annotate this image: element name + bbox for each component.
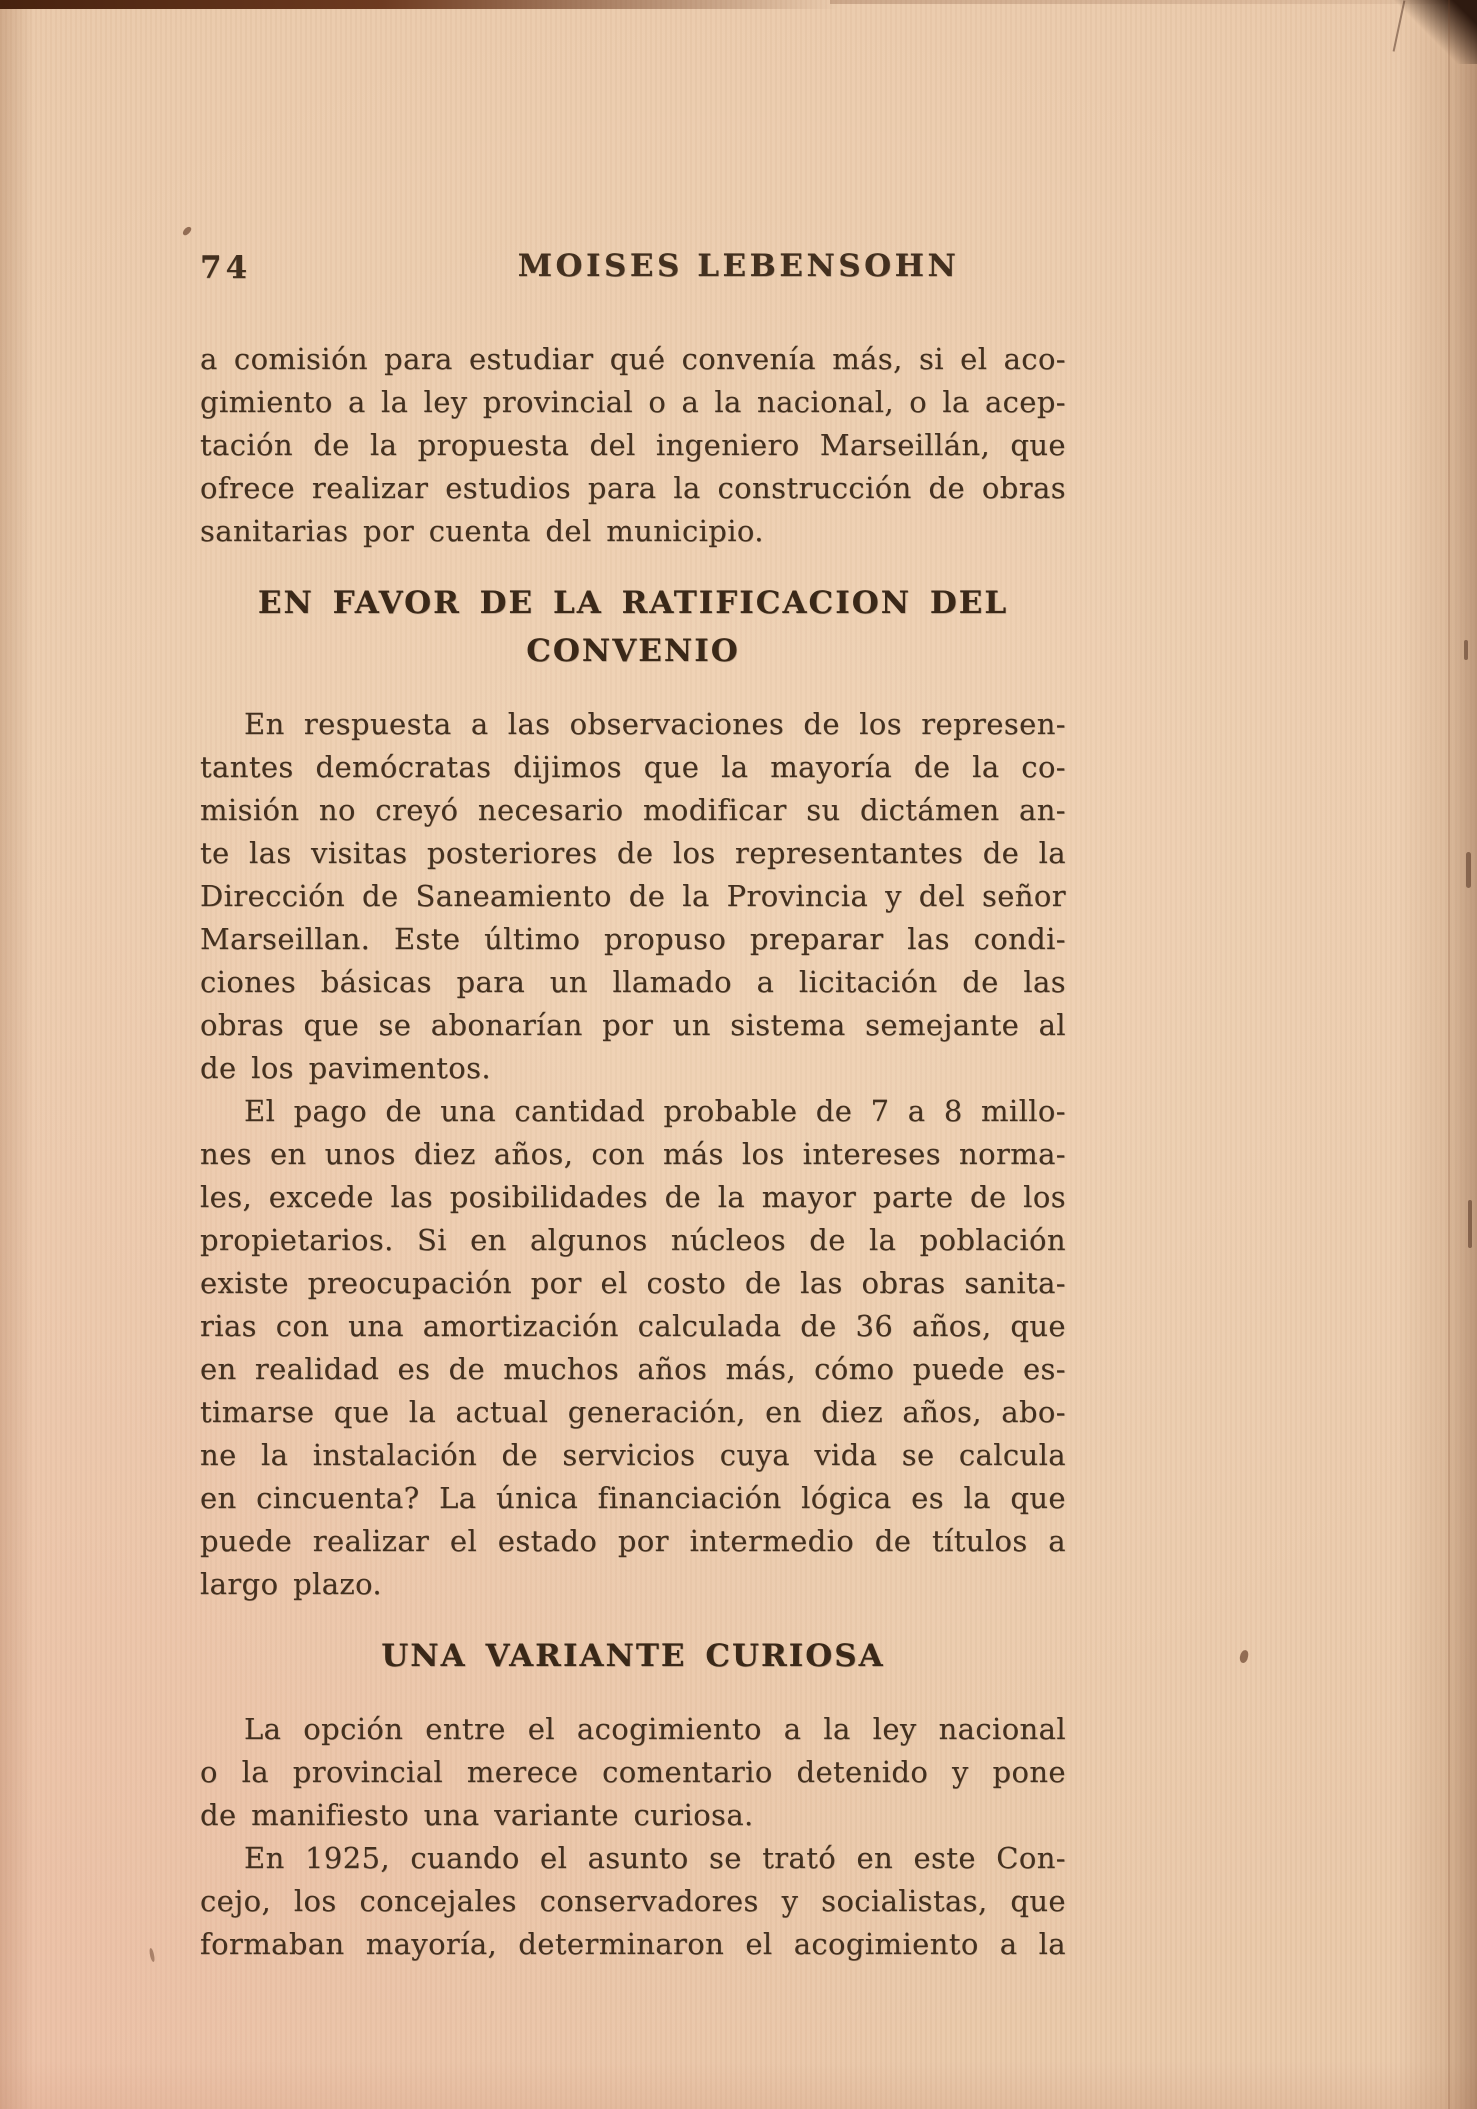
heading-line: EN FAVOR DE LA RATIFICACION DEL	[257, 585, 1009, 621]
edge-ink-mark	[1464, 640, 1468, 660]
text-line: en cincuenta? La única financiación lógica es la que	[200, 1481, 1066, 1515]
text-line: ne la instalación de servicios cuya vida se calcula	[200, 1438, 1066, 1472]
text-line: timarse que la actual generación, en diez años, abo-	[200, 1395, 1066, 1429]
text-line: Dirección de Saneamiento de la Provincia y del señor	[200, 879, 1066, 913]
text-body	[200, 338, 1066, 1966]
text-line: tación de la propuesta del ingeniero Marseillán, que	[200, 428, 1066, 462]
text-line: formaban mayoría, determinaron el acogimiento a la	[200, 1927, 1066, 1961]
paragraph	[200, 703, 1066, 1090]
text-line: puede realizar el estado por intermedio de títulos a	[200, 1524, 1066, 1558]
heading-line: CONVENIO	[526, 633, 740, 669]
edge-ink-mark	[1468, 1200, 1472, 1248]
text-line: Marseillan. Este último propuso preparar las condi-	[200, 922, 1066, 956]
page-corner-fold	[1391, 0, 1477, 64]
ink-speck	[182, 225, 193, 237]
paragraph	[200, 1090, 1066, 1606]
text-line: a comisión para estudiar qué convenía más, si el aco-	[200, 342, 1066, 376]
text-line: nes en unos diez años, con más los intereses norma-	[200, 1137, 1066, 1171]
running-header: MOISES LEBENSOHN	[517, 248, 960, 284]
text-line: te las visitas posteriores de los representantes de la	[200, 836, 1066, 870]
page-edge-crease	[1448, 0, 1450, 2109]
text-line: gimiento a la ley provincial o a la nacional, o la acep-	[200, 385, 1066, 419]
text-line: ciones básicas para un llamado a licitación de las	[200, 965, 1066, 999]
text-line: existe preocupación por el costo de las obras sanita-	[200, 1266, 1066, 1300]
text-line: de manifiesto una variante curiosa.	[200, 1798, 754, 1832]
text-line: en realidad es de muchos años más, cómo puede es-	[200, 1352, 1066, 1386]
section-heading	[200, 1632, 1066, 1680]
text-line: o la provincial merece comentario detenido y pone	[200, 1755, 1066, 1789]
paragraph	[200, 1837, 1066, 1966]
text-line: de los pavimentos.	[200, 1051, 492, 1085]
ink-speck	[148, 1948, 155, 1963]
section-heading	[200, 579, 1066, 675]
page-number: 74	[200, 250, 252, 286]
text-line: largo plazo.	[200, 1567, 383, 1601]
ink-speck	[1239, 1650, 1249, 1664]
text-line: cejo, los concejales conservadores y socialistas, que	[200, 1884, 1066, 1918]
paragraph	[200, 338, 1066, 553]
scan-top-edge-faint	[830, 0, 1477, 4]
heading-line: UNA VARIANTE CURIOSA	[381, 1638, 885, 1674]
text-line: El pago de una cantidad probable de 7 a 8 millo-	[244, 1094, 1066, 1128]
text-line: propietarios. Si en algunos núcleos de la población	[200, 1223, 1066, 1257]
text-line: les, excede las posibilidades de la mayor parte de los	[200, 1180, 1066, 1214]
text-line: sanitarias por cuenta del municipio.	[200, 514, 764, 548]
text-line: La opción entre el acogimiento a la ley nacional	[244, 1712, 1066, 1746]
text-line: ofrece realizar estudios para la construcción de obras	[200, 471, 1066, 505]
paragraph	[200, 1708, 1066, 1837]
text-line: misión no creyó necesario modificar su dictámen an-	[200, 793, 1066, 827]
text-line: En respuesta a las observaciones de los represen-	[244, 707, 1066, 741]
text-line: obras que se abonarían por un sistema semejante al	[200, 1008, 1066, 1042]
text-line: tantes demócratas dijimos que la mayoría de la co-	[200, 750, 1066, 784]
edge-ink-mark	[1466, 852, 1471, 888]
text-line: rias con una amortización calculada de 36 años, que	[200, 1309, 1066, 1343]
text-line: En 1925, cuando el asunto se trató en este Con-	[244, 1841, 1066, 1875]
scan-top-edge	[0, 0, 840, 9]
